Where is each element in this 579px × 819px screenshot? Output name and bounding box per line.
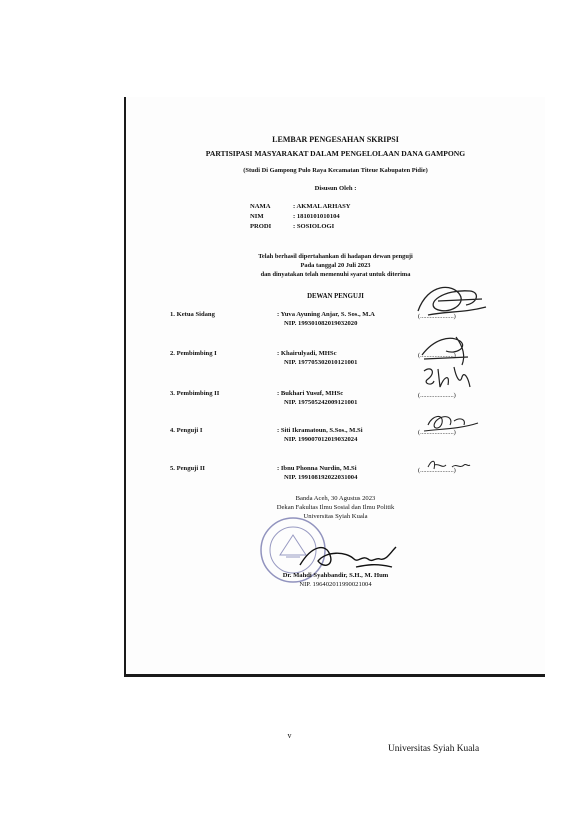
- student-nim-row: [250, 213, 351, 223]
- value: : AKMAL ARHASY: [293, 203, 351, 210]
- thesis-subtitle: (Studi Di Gampong Pulo Raya Kecamatan Titeue Kabupaten Pidie): [243, 167, 428, 174]
- place-date: Banda Aceh, 30 Agustus 2023: [295, 495, 376, 502]
- footer-institution: Universitas Syiah Kuala: [388, 744, 480, 754]
- signature-line: (.....................): [418, 467, 456, 474]
- thesis-title: PARTISIPASI MASYARAKAT DALAM PENGELOLAAN DANA GAMPONG: [205, 149, 466, 158]
- member-name: : Ibnu Phonna Nurdin, M.Si: [277, 465, 357, 472]
- member-role: 1. Ketua Sidang: [170, 311, 215, 318]
- student-info: [250, 203, 351, 233]
- signature-ketua-sidang: [408, 281, 488, 323]
- statement-line: Pada tanggal 20 Juli 2023: [300, 262, 371, 269]
- signature-pembimbing-1: [416, 329, 476, 367]
- label: PRODI: [250, 223, 272, 230]
- member-role: 2. Pembimbing I: [170, 350, 217, 357]
- statement-line: Telah berhasil dipertahankan di hadapan dewan penguji: [258, 253, 413, 260]
- label: NIM: [250, 213, 264, 220]
- signature-line: (.....................): [418, 392, 456, 399]
- scanned-approval-sheet: [124, 97, 545, 677]
- signature-pembimbing-2: [418, 363, 478, 397]
- signature-line: (.....................): [418, 429, 456, 436]
- member-nip: NIP. 199007012019032024: [284, 436, 358, 443]
- student-name-row: [250, 203, 351, 213]
- member-name: : Yuva Ayuning Anjar, S. Sos., M.A: [277, 311, 375, 318]
- institution-name: Universitas Syiah Kuala: [303, 513, 368, 520]
- member-nip: NIP. 197505242009121001: [284, 399, 358, 406]
- dean-position: Dekan Fakultas Ilmu Sosial dan Ilmu Politik: [276, 504, 395, 511]
- member-nip: NIP. 199108192022031004: [284, 474, 358, 481]
- member-name: : Bukhari Yusuf, MHSc: [277, 390, 344, 397]
- dean-block: [126, 571, 545, 589]
- value: : 1810101010104: [293, 213, 340, 220]
- member-name: : Khairulyadi, MHSc: [277, 350, 337, 357]
- member-role: 4. Penguji I: [170, 427, 203, 434]
- member-name: : Siti Ikramatoun, S.Sos., M.Si: [277, 427, 363, 434]
- approval-block: [126, 494, 545, 521]
- label: NAMA: [250, 203, 271, 210]
- signature-penguji-2: [424, 457, 474, 475]
- signature-line: (.....................): [418, 313, 456, 320]
- prepared-by: Disusun Oleh :: [314, 185, 357, 192]
- member-role: 5. Penguji II: [170, 465, 205, 472]
- dean-nip: NIP. 196402011990021004: [299, 581, 372, 588]
- member-nip: NIP. 199301082019032020: [284, 320, 358, 327]
- statement-line: dan dinyatakan telah memenuhi syarat untuk diterima: [260, 271, 411, 278]
- student-prodi-row: [250, 223, 351, 233]
- defense-statement: [126, 252, 545, 279]
- sheet-title: LEMBAR PENGESAHAN SKRIPSI: [272, 135, 399, 144]
- member-role: 3. Pembimbing II: [170, 390, 220, 397]
- signature-penguji-1: [420, 411, 484, 437]
- dean-name: Dr. Mahdi Syahbandir, S.H., M. Hum: [282, 572, 389, 579]
- board-title: DEWAN PENGUJI: [307, 293, 364, 300]
- value: : SOSIOLOGI: [293, 223, 335, 230]
- page-number: v: [287, 731, 292, 740]
- signature-line: (.....................): [418, 352, 456, 359]
- member-nip: NIP. 197705302010121001: [284, 359, 358, 366]
